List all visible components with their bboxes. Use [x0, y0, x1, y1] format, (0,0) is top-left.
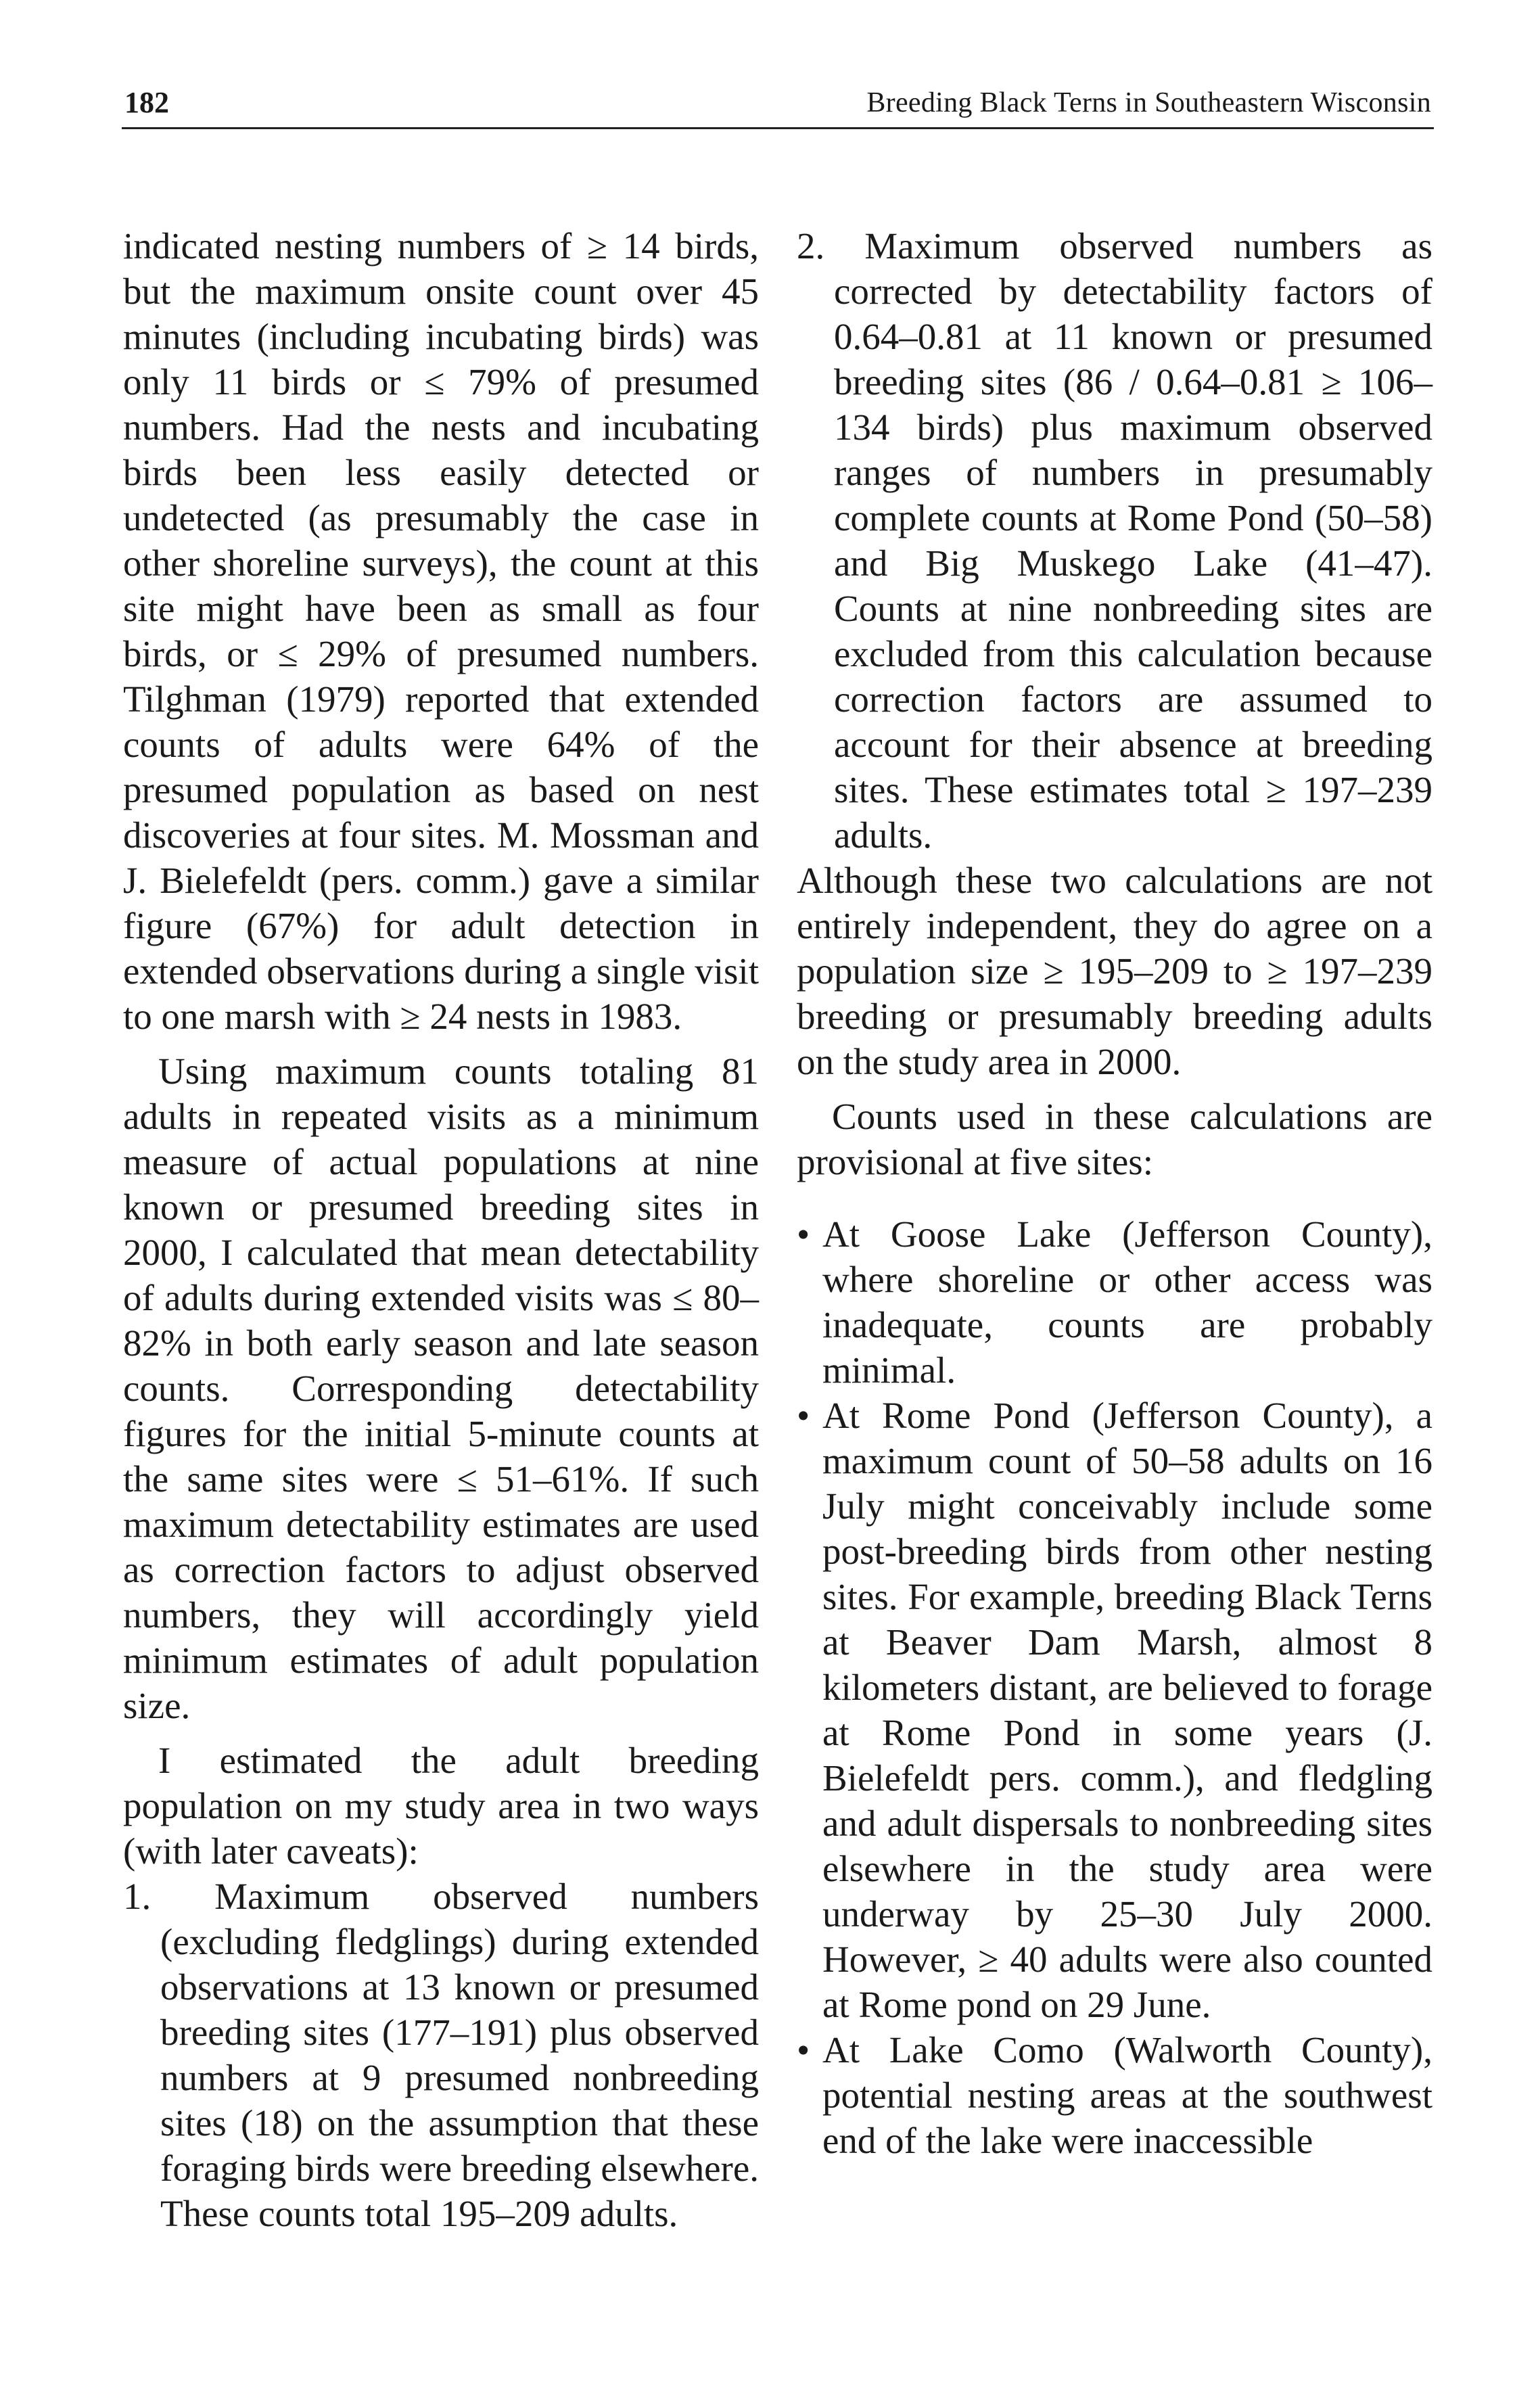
list-item: • At Goose Lake (Jefferson County), where shoreline or other access was inadequate, counts are probably minimal.	[797, 1211, 1432, 1393]
paragraph-continued: indicated nesting numbers of ≥ 14 birds, but the maximum onsite count over 45 minutes (including incubating birds) was only 11 birds or ≤ 79% of presumed numbers. Had the nests and incubating birds been less easily detected or undetected (as presumably the case in other shoreline surveys), the count at this site might have been as small as four birds, or ≤ 29% of presumed numbers. Tilghman (1979) reported that extended counts of adults were 64% of the presumed population as based on nest discoveries at four sites. M. Mossman and J. Bielefeldt (pers. comm.) gave a similar figure (67%) for adult detection in extended observations during a single visit to one marsh with ≥ 24 nests in 1983.	[123, 225, 759, 1037]
running-title: Breeding Black Terns in Southeastern Wisconsin	[866, 87, 1431, 118]
numbered-item-1: 1. Maximum observed numbers (excluding fledglings) during extended observations at 13 known or presumed breeding sites (177–191) plus observed numbers at 9 presumed nonbreeding sites (18) on the assumption that these foraging birds were breeding elsewhere. These counts total 195–209 adults.	[123, 1876, 759, 2234]
list-item: • At Lake Como (Walworth County), potential nesting areas at the southwest end of the lake were inaccessible	[797, 2027, 1432, 2163]
right-column	[797, 223, 1432, 2163]
page-number: 182	[124, 86, 169, 119]
paragraph-detectability: Using maximum counts totaling 81 adults in repeated visits as a minimum measure of actual populations at nine known or presumed breeding sites in 2000, I calculated that mean detectability of adults during extended visits was ≤ 80–82% in both early season and late season counts. Corresponding detectability figures for the initial 5-minute counts at the same sites were ≤ 51–61%. If such maximum detectability estimates are used as correction factors to adjust observed numbers, they will accordingly yield minimum estimates of adult population size.	[123, 1050, 759, 1726]
paragraph-estimate-intro: I estimated the adult breeding population on my study area in two ways (with later caveats):	[123, 1740, 759, 1872]
left-column	[123, 223, 759, 2236]
bullet-list	[797, 1211, 1432, 2163]
page-header	[122, 80, 1434, 129]
list-item: • At Rome Pond (Jefferson County), a maximum count of 50–58 adults on 16 July might conceivably include some post-breeding birds from other nesting sites. For example, breeding Black Terns at Beaver Dam Marsh, almost 8 kilometers distant, are believed to forage at Rome Pond in some years (J. Bielefeldt pers. comm.), and fledgling and adult dispersals to nonbreeding sites elsewhere in the study area were underway by 25–30 July 2000. However, ≥ 40 adults were also counted at Rome pond on 29 June.	[797, 1393, 1432, 2027]
numbered-item-2: 2. Maximum observed numbers as corrected by detectability factors of 0.64–0.81 at 11 known or presumed breeding sites (86 / 0.64–0.81 ≥ 106–134 birds) plus maximum observed ranges of numbers in presumably complete counts at Rome Pond (50–58) and Big Muskego Lake (41–47). Counts at nine nonbreeding sites are excluded from this calculation because correction factors are assumed to account for their absence at breeding sites. These estimates total ≥ 197–239 adults.	[797, 225, 1432, 856]
paragraph-provisional: Counts used in these calculations are provisional at five sites:	[797, 1096, 1432, 1182]
paragraph-comparison: Although these two calculations are not entirely independent, they do agree on a population size ≥ 195–209 to ≥ 197–239 breeding or presumably breeding adults on the study area in 2000.	[797, 860, 1432, 1082]
